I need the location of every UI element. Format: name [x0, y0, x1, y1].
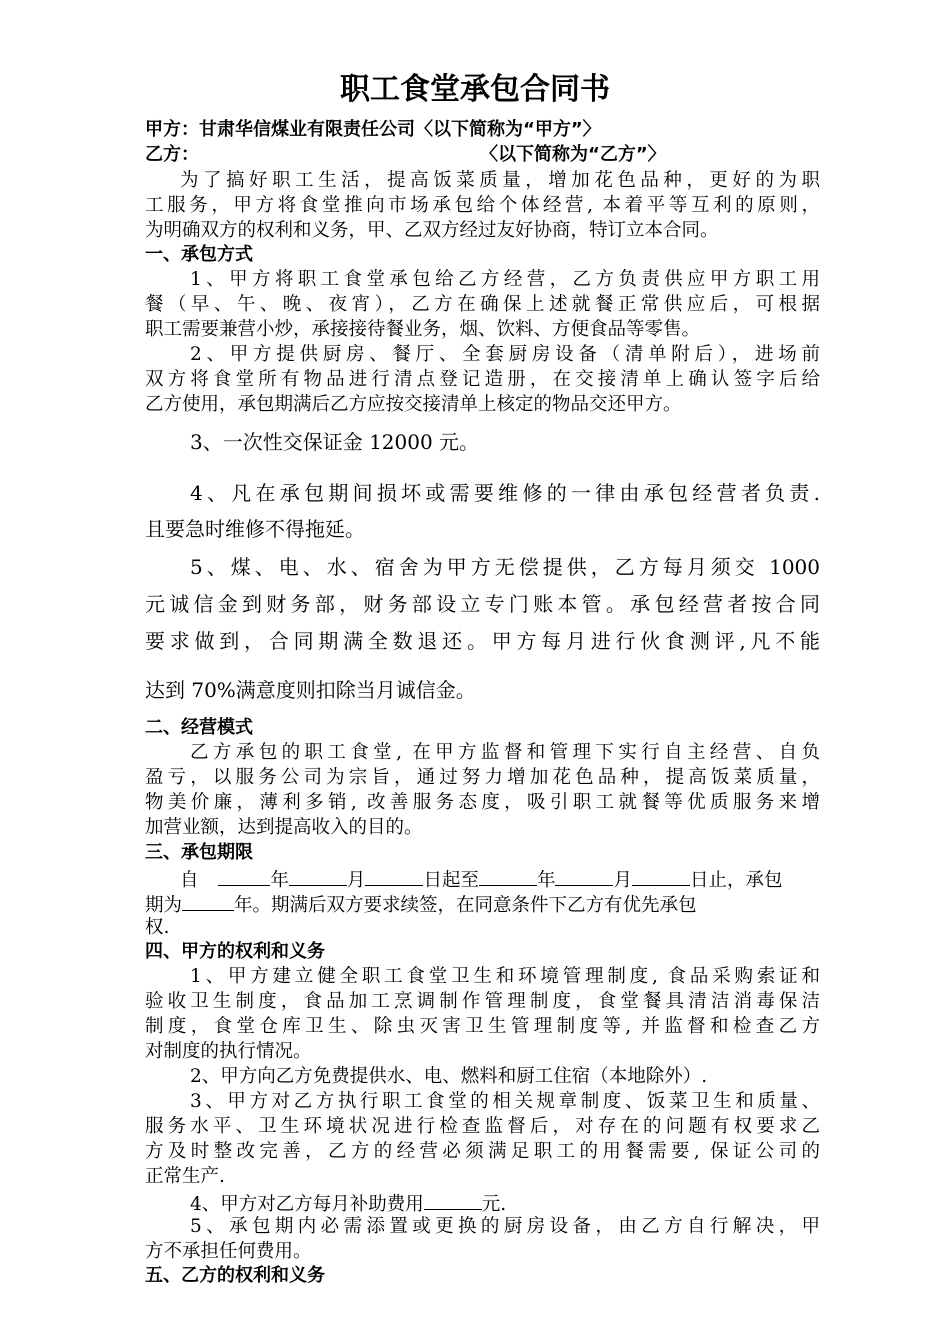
subsidy-amount-blank[interactable] — [424, 1193, 482, 1210]
section-4-para-3-line: 方及时整改完善，乙方的经营必须满足职工的用餐需要, 保证公司的 — [145, 1141, 820, 1162]
start-day-blank[interactable] — [365, 869, 423, 886]
intro-line: 工服务，甲方将食堂推向市场承包给个体经营, 本着平等互利的原则， — [145, 195, 820, 216]
section-4-para-1-line: 验收卫生制度，食品加工烹调制作管理制度，食堂餐具清洁消毒保洁 — [145, 991, 820, 1012]
term-years-blank[interactable] — [182, 894, 234, 911]
party-a-line: 甲方：甘肃华信煤业有限责任公司〈以下简称为“甲方”〉 — [145, 119, 601, 140]
section-4-para-4 — [190, 1193, 820, 1215]
term-month-label: 月 — [346, 870, 366, 891]
section-5-heading: 五、乙方的权利和义务 — [145, 1265, 325, 1286]
term-end-label: 日止，承包 — [689, 870, 783, 891]
subsidy-unit: 元. — [481, 1194, 507, 1215]
section-2-para-line: 盈亏，以服务公司为宗旨，通过努力增加花色品种，提高饭菜质量， — [145, 767, 820, 788]
section-1-para-5-line: 元诚信金到财务部，财务部设立专门账本管。承包经营者按合同 — [145, 592, 820, 616]
section-1-para-3: 3、一次性交保证金 12000 元。 — [190, 430, 480, 454]
end-day-blank[interactable] — [632, 869, 690, 886]
term-renewal-text: 年。期满后双方要求续签，在同意条件下乙方有优先承包 — [234, 895, 697, 916]
intro-line: 为明确双方的权利和义务，甲、乙双方经过友好协商，特订立本合同。 — [145, 220, 719, 241]
section-1-para-1-line: 职工需要兼营小炒，承接接待餐业务，烟、饮料、方便食品等零售。 — [145, 319, 701, 340]
section-1-para-2-line: 2、甲方提供厨房、餐厅、全套厨房设备（清单附后），进场前 — [190, 344, 820, 365]
section-4-para-1-line: 对制度的执行情况。 — [145, 1041, 312, 1062]
end-month-blank[interactable] — [555, 869, 613, 886]
end-year-blank[interactable] — [479, 869, 537, 886]
party-b-label: 乙方： — [145, 144, 199, 165]
section-4-para-2: 2、甲方向乙方免费提供水、电、燃料和厨工住宿（本地除外）. — [190, 1066, 708, 1087]
section-3-term-line: 权. — [145, 917, 170, 938]
section-3-term-line — [145, 894, 820, 916]
party-b-line — [145, 146, 820, 164]
section-1-para-4-line: 且要急时维修不得拖延。 — [145, 517, 365, 541]
section-4-para-1-line: 1、甲方建立健全职工食堂卫生和环境管理制度, 食品采购索证和 — [190, 966, 820, 987]
section-3-term-line — [180, 869, 820, 891]
section-2-heading: 二、经营模式 — [145, 717, 253, 738]
section-1-para-5-line: 达到 70%满意度则扣除当月诚信金。 — [145, 678, 476, 702]
section-4-para-3-line: 服务水平、卫生环境状况进行检查监督后，对存在的问题有权要求乙 — [145, 1116, 820, 1137]
term-year-label: 年 — [270, 870, 289, 891]
party-b-note: 〈以下简称为“乙方”〉 — [480, 144, 666, 165]
subsidy-label: 4、甲方对乙方每月补助费用 — [190, 1194, 424, 1215]
section-4-para-5-line: 方不承担任何费用。 — [145, 1241, 312, 1262]
section-1-para-4-line: 4、凡在承包期间损坏或需要维修的一律由承包经营者负责. — [190, 481, 820, 505]
term-month-label: 月 — [613, 870, 632, 891]
start-year-blank[interactable] — [218, 869, 270, 886]
term-day-to-label: 日起至 — [423, 870, 479, 891]
section-2-para-line: 物美价廉，薄利多销, 改善服务态度，吸引职工就餐等优质服务来增 — [145, 792, 820, 813]
term-from-label: 自 — [180, 870, 199, 891]
intro-line: 为了搞好职工生活，提高饭菜质量，增加花色品种，更好的为职 — [180, 170, 820, 191]
start-month-blank[interactable] — [289, 869, 347, 886]
section-1-para-2-line: 双方将食堂所有物品进行清点登记造册，在交接清单上确认签字后给 — [145, 369, 820, 390]
section-4-heading: 四、甲方的权利和义务 — [145, 941, 325, 962]
section-1-para-5-line: 5、煤、电、水、宿舍为甲方无偿提供，乙方每月须交 1000 — [190, 555, 820, 579]
term-period-label: 期为 — [145, 895, 183, 916]
section-1-para-1-line: 1、甲方将职工食堂承包给乙方经营，乙方负责供应甲方职工用 — [190, 269, 820, 290]
section-1-para-1-line: 餐（早、午、晚、夜宵），乙方在确保上述就餐正常供应后，可根据 — [145, 294, 820, 315]
section-3-heading: 三、承包期限 — [145, 842, 253, 863]
section-1-para-5-line: 要求做到，合同期满全数退还。甲方每月进行伙食测评,凡不能 — [145, 629, 820, 653]
section-4-para-3-line: 正常生产. — [145, 1166, 225, 1187]
section-2-para-line: 乙方承包的职工食堂, 在甲方监督和管理下实行自主经营、自负 — [190, 742, 820, 763]
section-4-para-3-line: 3、甲方对乙方执行职工食堂的相关规章制度、饭菜卫生和质量、 — [190, 1091, 820, 1112]
section-1-para-2-line: 乙方使用，承包期满后乙方应按交接清单上核定的物品交还甲方。 — [145, 394, 682, 415]
section-1-heading: 一、承包方式 — [145, 244, 253, 265]
section-2-para-line: 加营业额，达到提高收入的目的。 — [145, 817, 423, 838]
document-title: 职工食堂承包合同书 — [340, 72, 610, 107]
term-year-label: 年 — [536, 870, 556, 891]
section-4-para-5-line: 5、承包期内必需添置或更换的厨房设备，由乙方自行解决，甲 — [190, 1216, 820, 1237]
section-4-para-1-line: 制度，食堂仓库卫生、除虫灭害卫生管理制度等, 并监督和检查乙方 — [145, 1016, 820, 1037]
